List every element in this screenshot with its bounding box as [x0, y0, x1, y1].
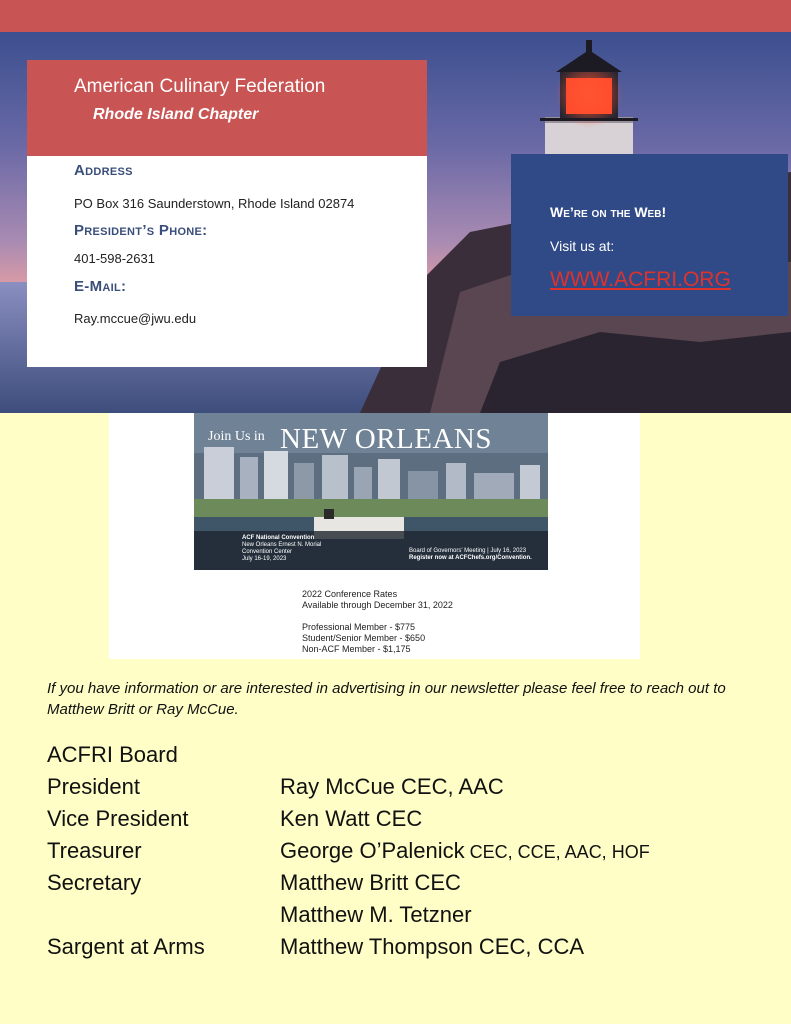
top-color-band — [0, 0, 791, 32]
new-orleans-banner-image — [194, 413, 548, 570]
board-member: George O’Palenick CEC, CCE, AAC, HOF — [280, 838, 650, 863]
contact-header — [27, 60, 427, 156]
convention-line: July 16-19, 2023 — [242, 556, 287, 562]
new-orleans-title: NEW ORLEANS — [280, 423, 492, 455]
board-role: President — [47, 774, 140, 799]
contact-card — [27, 60, 427, 367]
web-info-box — [511, 154, 788, 316]
address-value: PO Box 316 Saunderstown, Rhode Island 02874 — [74, 196, 355, 211]
board-member: Ken Watt CEC — [280, 806, 423, 831]
board-row — [47, 838, 747, 870]
member-credentials: CEC, CCE, AAC, HOF — [464, 842, 650, 862]
board-role: Secretary — [47, 870, 142, 895]
rates-line: Student/Senior Member - $650 — [302, 633, 426, 643]
rates-line: Available through December 31, 2022 — [302, 600, 453, 610]
advertising-note: If you have information or are interested in advertising in our newsletter please feel free to reach out to Matthew Britt or Ray McCue. — [47, 680, 726, 718]
convention-line: New Orleans Ernest N. Morial — [242, 542, 322, 548]
board-row — [47, 774, 747, 806]
lighthouse-hero-photo — [0, 32, 791, 413]
chapter-name: Rhode Island Chapter — [93, 106, 259, 123]
board-member: Matthew Britt CEC — [280, 870, 461, 895]
board-role: Vice President — [47, 806, 189, 831]
board-row — [47, 806, 747, 838]
board-role: Treasurer — [47, 838, 142, 863]
join-us-text: Join Us in — [208, 429, 265, 444]
email-value[interactable]: Ray.mccue@jwu.edu — [74, 311, 197, 326]
web-title: We’re on the Web! — [550, 204, 667, 220]
governors-line: Register now at ACFChefs.org/Convention. — [409, 555, 532, 561]
rates-line: 2022 Conference Rates — [302, 589, 398, 599]
governors-meeting-details — [409, 548, 548, 562]
governors-line: Board of Governors' Meeting | July 16, 2023 — [409, 548, 527, 554]
board-row — [47, 902, 747, 934]
email-label: E-Mail: — [74, 278, 127, 295]
board-row — [47, 870, 747, 902]
convention-details — [242, 535, 352, 563]
organization-name: American Culinary Federation — [74, 76, 326, 97]
board-member: Matthew M. Tetzner — [280, 902, 472, 927]
phone-label: President’s Phone: — [74, 222, 208, 239]
convention-flyer — [109, 413, 640, 659]
rates-line: Non-ACF Member - $1,175 — [302, 644, 411, 654]
board-row — [47, 934, 747, 966]
rates-line — [302, 611, 453, 622]
board-member: Matthew Thompson CEC, CCA — [280, 934, 585, 959]
board-member: Ray McCue CEC, AAC — [280, 774, 504, 799]
conference-rates — [302, 589, 453, 655]
convention-line: Convention Center — [242, 549, 293, 555]
website-link[interactable]: WWW.ACFRI.ORG — [550, 268, 731, 291]
address-label: Address — [74, 162, 133, 179]
visit-label: Visit us at: — [550, 238, 615, 254]
board-role: Sargent at Arms — [47, 934, 205, 959]
phone-value: 401-598-2631 — [74, 251, 155, 266]
rates-line: Professional Member - $775 — [302, 622, 416, 632]
board-heading: ACFRI Board — [47, 742, 178, 767]
convention-line: ACF National Convention — [242, 535, 315, 541]
